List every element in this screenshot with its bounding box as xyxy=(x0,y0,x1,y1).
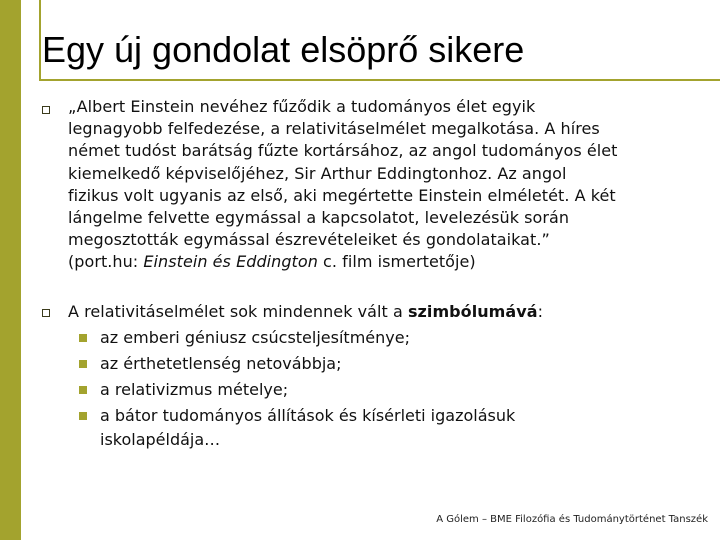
quote-line: lángelme felvette egymással a kapcsolatot, levelezésük során xyxy=(68,208,570,228)
left-accent-bar xyxy=(0,0,21,540)
bullet-box-icon xyxy=(42,106,50,114)
quote-source xyxy=(68,251,708,273)
quote-line: kiemelkedő képviselőjéhez, Sir Arthur Eddingtonhoz. Az angol xyxy=(68,163,567,183)
square-bullet-icon xyxy=(79,360,87,368)
symbol-suffix: : xyxy=(537,302,544,321)
quote-line: fizikus volt ugyanis az első, aki megértette Einstein elméletét. A két xyxy=(68,185,616,205)
quote-paragraph xyxy=(68,96,708,274)
sub-item: az emberi géniusz csúcsteljesítménye; xyxy=(100,328,410,347)
quote-line: megosztották egymással észrevételeiket és gondolataikat.” xyxy=(68,230,550,250)
quote-line: „Albert Einstein nevéhez fűződik a tudományos élet egyik xyxy=(68,97,536,116)
title-vertical-rule xyxy=(39,0,41,81)
quote-source-prefix: (port.hu: xyxy=(68,252,144,272)
sub-item: a relativizmus mételye; xyxy=(100,380,289,399)
symbol-paragraph xyxy=(68,301,708,323)
quote-line: német tudóst barátság fűzte kortársához, az angol tudományos élet xyxy=(68,141,618,161)
symbol-line xyxy=(68,301,708,323)
slide-footer: A Gólem – BME Filozófia és Tudománytörténet Tanszék xyxy=(436,514,708,525)
square-bullet-icon xyxy=(79,386,87,394)
sub-item-continuation: iskolapéldája… xyxy=(100,430,221,449)
symbol-prefix: A relativitáselmélet sok mindennek vált a xyxy=(68,302,408,321)
quote-source-title: Einstein és Eddington xyxy=(143,252,318,272)
square-bullet-icon xyxy=(79,334,87,342)
sub-item: a bátor tudományos állítások és kísérleti igazolásuk xyxy=(100,406,516,425)
title-underline-rule xyxy=(39,79,720,81)
quote-source-suffix: c. film ismertetője) xyxy=(317,252,476,272)
square-bullet-icon xyxy=(79,412,87,420)
quote-line: legnagyobb felfedezése, a relativitáselmélet megalkotása. A híres xyxy=(68,119,600,139)
sub-item: az érthetetlenség netovábbja; xyxy=(100,354,342,373)
symbol-keyword: szimbólumává xyxy=(407,302,538,321)
slide-title: Egy új gondolat elsöprő sikere xyxy=(42,29,525,70)
bullet-box-icon xyxy=(42,309,50,317)
